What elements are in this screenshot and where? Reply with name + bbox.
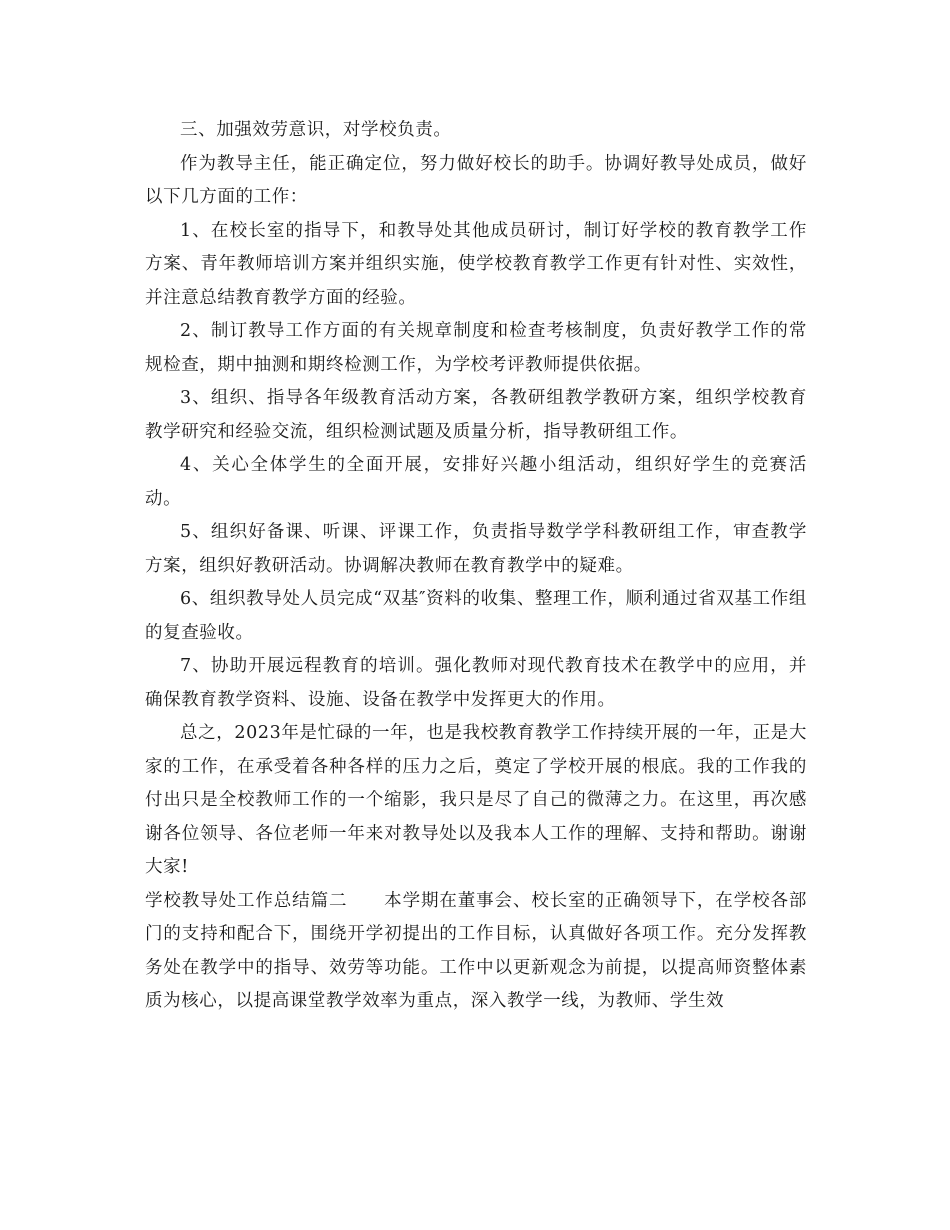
paragraph-item-7: 7、协助开展远程教育的培训。强化教师对现代教育技术在教学中的应用，并确保教育教学资料、设施、设备在教学中发挥更大的作用。 — [145, 656, 807, 710]
section-spacer — [347, 891, 384, 911]
paragraph-item-6: 6、组织教导处人员完成“双基″资料的收集、整理工作，顺利通过省双基工作组的复查验收。 — [145, 589, 807, 643]
paragraph-item-3: 3、组织、指导各年级教育活动方案，各教研组教学教研方案，组织学校教育教学研究和经验交流，组织检测试题及质量分析，指导教研组工作。 — [145, 388, 807, 442]
document-body — [145, 114, 807, 1019]
paragraph-item-2: 2、制订教导工作方面的有关规章制度和检查考核制度，负责好教学工作的常规检查，期中抽测和期终检测工作，为学校考评教师提供依据。 — [145, 321, 807, 375]
heading-strengthen-service: 三、加强效劳意识，对学校负责。 — [180, 120, 452, 140]
paragraph-item-4: 4、关心全体学生的全面开展，安排好兴趣小组活动，组织好学生的竞赛活动。 — [145, 455, 807, 509]
paragraph-item-1: 1、在校长室的指导下，和教导处其他成员研讨，制订好学校的教育教学工作方案、青年教师培训方案并组织实施，使学校教育教学工作更有针对性、实效性，并注意总结教育教学方面的经验。 — [145, 220, 807, 308]
paragraph-item-5: 5、组织好备课、听课、评课工作，负责指导数学学科教研组工作，审查教学方案，组织好教研活动。协调解决教师在教育教学中的疑难。 — [145, 522, 807, 576]
section-title: 学校教导处工作总结篇二 — [145, 890, 348, 911]
section-body: 本学期在董事会、校长室的正确领导下，在学校各部门的支持和配合下，围绕开学初提出的工作目标，认真做好各项工作。充分发挥教务处在教学中的指导、效劳等功能。工作中以更新观念为前提，以提高师资整体素质为核心，以提高课堂教学效率为重点，深入教学一线，为教师、学生效 — [145, 890, 807, 1011]
paragraph-conclusion: 总之，2023年是忙碌的一年，也是我校教育教学工作持续开展的一年，正是大家的工作，在承受着各种各样的压力之后，奠定了学校开展的根底。我的工作我的付出只是全校教师工作的一个缩影，我只是尽了自己的微薄之力。在这里，再次感谢各位领导、各位老师一年来对教导处以及我本人工作的理解、支持和帮助。谢谢大家! — [145, 723, 807, 877]
paragraph-section-two — [145, 885, 807, 1019]
paragraph-role-intro: 作为教导主任，能正确定位，努力做好校长的助手。协调好教导处成员，做好以下几方面的工作： — [145, 153, 807, 207]
